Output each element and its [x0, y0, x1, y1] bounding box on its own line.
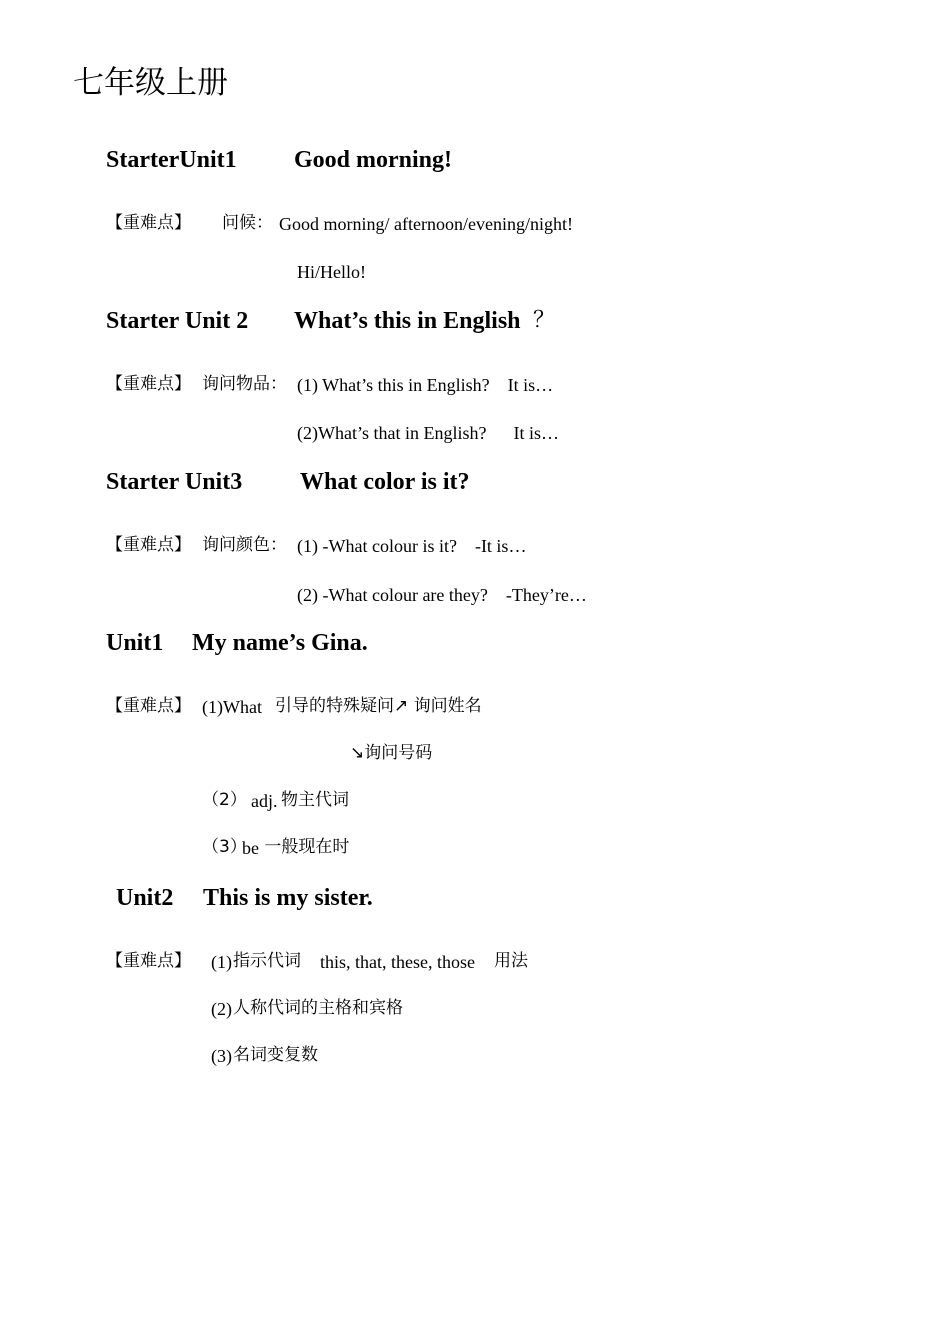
unit1-point-2-latin: adj. [251, 791, 278, 811]
unit2-point-1-prefix: (1) [211, 952, 232, 972]
unit1-point-3-prefix: （3） [202, 837, 247, 857]
unit1-point-2: 物主代词 [281, 790, 349, 810]
unit1-point-1-prefix: (1)What [202, 697, 262, 717]
key-point-label: 【重难点】 [106, 535, 191, 555]
unit1-point-2-prefix: （2） [202, 790, 247, 810]
section-title-starter-1: Good morning! [294, 147, 453, 173]
key-point-label: 【重难点】 [106, 951, 191, 971]
section-title-starter-3: What color is it? [300, 469, 470, 495]
ask-object-that: (2)What’s that in English? It is… [297, 423, 559, 443]
unit2-point-2-prefix: (2) [211, 999, 232, 1019]
topic-ask-object: 询问物品： [202, 374, 287, 394]
unit2-point-1: 指示代词 [233, 951, 301, 971]
section-unit-starter-2: Starter Unit 2 [106, 308, 249, 334]
unit2-point-1-suffix: 用法 [494, 951, 528, 971]
unit1-point-1: 引导的特殊疑问↗ 询问姓名 [275, 696, 482, 716]
section-title-unit-2: This is my sister. [203, 885, 373, 911]
key-point-label: 【重难点】 [106, 213, 191, 233]
ask-object-this: (1) What’s this in English? It is… [297, 375, 554, 395]
section-title-starter-2: What’s this in English [294, 308, 521, 334]
section-unit-2: Unit2 [116, 885, 174, 911]
unit1-point-3-latin: be [242, 838, 259, 858]
section-unit-starter-3: Starter Unit3 [106, 469, 243, 495]
unit1-point-1-branch: ↘询问号码 [350, 743, 433, 763]
greeting-hello: Hi/Hello! [297, 262, 366, 282]
section-unit-1: Unit1 [106, 630, 164, 656]
unit2-point-2: 人称代词的主格和宾格 [233, 998, 403, 1018]
unit2-point-1-latin: this, that, these, those [320, 952, 475, 972]
key-point-label: 【重难点】 [106, 696, 191, 716]
unit2-point-3: 名词变复数 [233, 1045, 318, 1065]
section-unit-starter-1: StarterUnit1 [106, 147, 237, 173]
topic-greeting: 问候： [222, 213, 273, 233]
unit1-point-3: 一般现在时 [259, 837, 350, 857]
section-title-unit-1: My name’s Gina. [192, 630, 368, 656]
key-point-label: 【重难点】 [106, 374, 191, 394]
greeting-phrases: Good morning/ afternoon/evening/night! [279, 214, 573, 234]
topic-ask-color: 询问颜色： [202, 535, 287, 555]
page-title: 七年级上册 [73, 65, 228, 101]
ask-color-they: (2) -What colour are they? -They’re… [297, 585, 587, 605]
ask-color-it: (1) -What colour is it? -It is… [297, 536, 527, 556]
unit2-point-3-prefix: (3) [211, 1046, 232, 1066]
section-title-mark: ？ [533, 308, 556, 333]
